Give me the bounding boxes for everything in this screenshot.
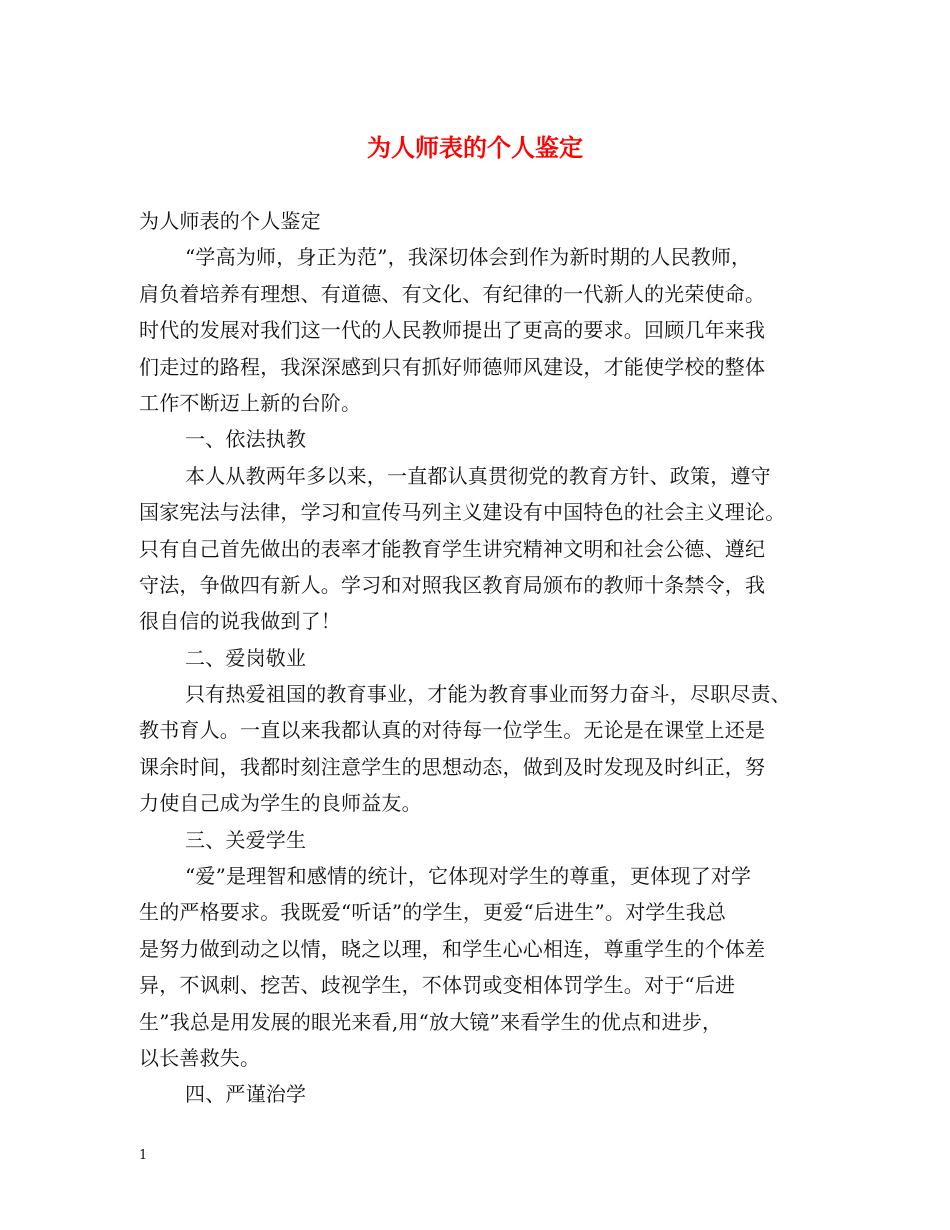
text-line: 一、依法执教 <box>185 427 307 452</box>
text-line: 以长善救失。 <box>139 1045 261 1070</box>
text-line: 生”我总是用发展的眼光来看,用“放大镜”来看学生的优点和进步， <box>139 1009 723 1034</box>
page-number: 1 <box>139 1148 148 1163</box>
document-title: 为人师表的个人鉴定 <box>367 133 583 162</box>
text-line: 守法，争做四有新人。学习和对照我区教育局颁布的教师十条禁令，我 <box>139 572 766 597</box>
text-line: 国家宪法与法律，学习和宣传马列主义建设有中国特色的社会主义理论。 <box>139 500 786 525</box>
text-line: “学高为师，身正为范”，我深切体会到作为新时期的人民教师， <box>185 245 752 270</box>
text-line: 力使自己成为学生的良师益友。 <box>139 791 422 816</box>
document-body <box>139 203 829 1113</box>
text-line: 本人从教两年多以来，一直都认真贯彻党的教育方针、政策，遵守 <box>185 463 771 488</box>
text-line: 是努力做到动之以情，晓之以理，和学生心心相连，尊重学生的个体差 <box>139 936 766 961</box>
text-line: 为人师表的个人鉴定 <box>139 209 321 233</box>
text-line: 们走过的路程，我深深感到只有抓好师德师风建设，才能使学校的整体 <box>139 354 766 379</box>
text-line: 时代的发展对我们这一代的人民教师提出了更高的要求。回顾几年来我 <box>139 318 766 343</box>
text-line: 肩负着培养有理想、有道德、有文化、有纪律的一代新人的光荣使命。 <box>139 281 766 306</box>
text-line: 只有热爱祖国的教育事业，才能为教育事业而努力奋斗，尽职尽责、 <box>185 682 791 707</box>
text-line: 二、爱岗敬业 <box>185 645 307 670</box>
text-line: 只有自己首先做出的表率才能教育学生讲究精神文明和社会公德、遵纪 <box>139 536 766 561</box>
text-line: 教书育人。一直以来我都认真的对待每一位学生。无论是在课堂上还是 <box>139 718 766 743</box>
text-line: 生的严格要求。我既爱“听话”的学生，更爱“后进生”。对学生我总 <box>139 900 727 925</box>
text-line: 工作不断迈上新的台阶。 <box>139 390 362 415</box>
text-line: 四、严谨治学 <box>185 1082 307 1107</box>
text-line: 异，不讽刺、挖苦、歧视学生，不体罚或变相体罚学生。对于“后进 <box>139 973 736 998</box>
text-line: 三、关爱学生 <box>185 827 307 852</box>
text-line: 课余时间，我都时刻注意学生的思想动态，做到及时发现及时纠正，努 <box>139 754 766 779</box>
text-line: “爱”是理智和感情的统计，它体现对学生的尊重，更体现了对学 <box>185 864 752 889</box>
text-line: 很自信的说我做到了！ <box>139 609 341 634</box>
